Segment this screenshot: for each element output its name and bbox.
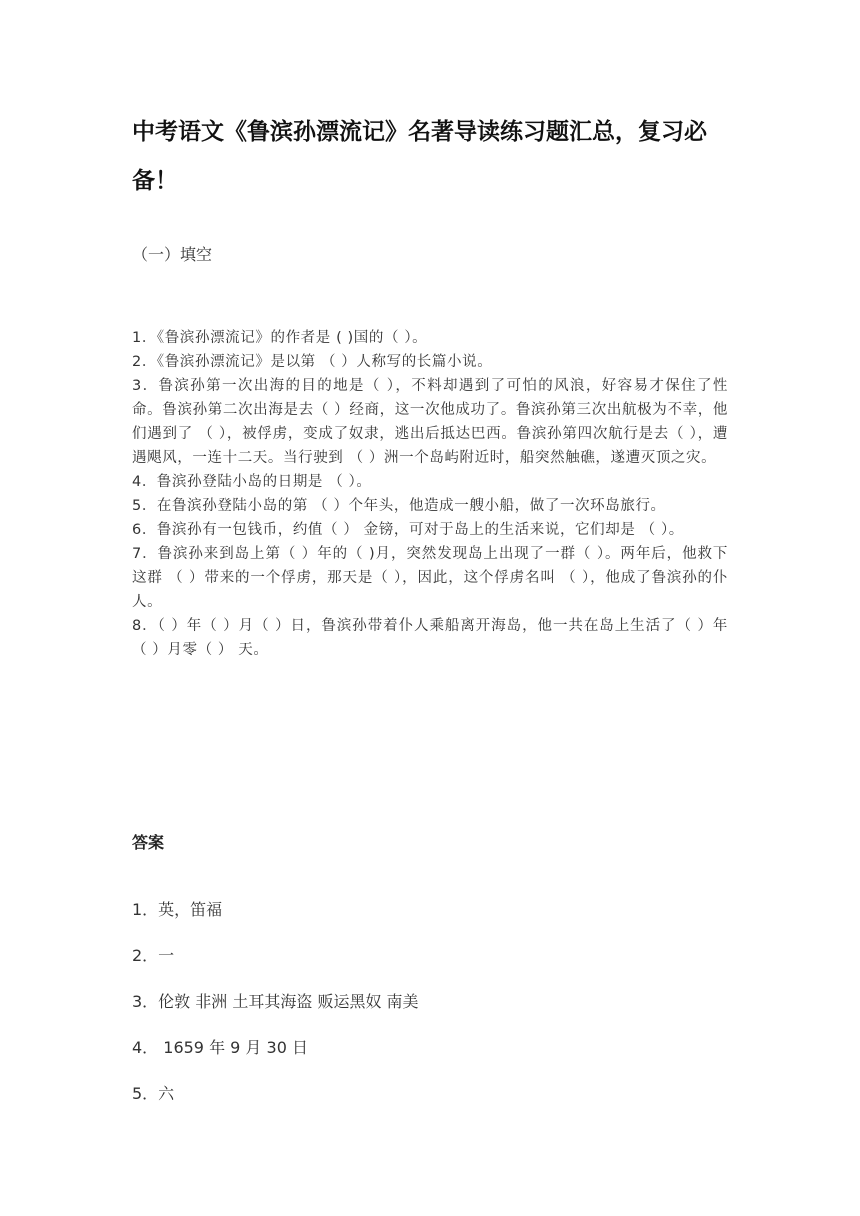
question-item: 3．鲁滨孙第一次出海的目的地是（ ），不料却遇到了可怕的风浪，好容易才保住了性命。鲁滨孙第二次出海是去（ ）经商，这一次他成功了。鲁滨孙第三次出航极为不幸，他们遇到了 （ ），被俘虏，变成了奴隶，逃出后抵达巴西。鲁滨孙第四次航行是去（ ），遭遇飓风，一连十二天。当行驶到 （ ）洲一个岛屿附近时，船突然触礁，遂遭灭顶之灾。 bbox=[132, 378, 728, 466]
question-item: 5．在鲁滨孙登陆小岛的第 （ ）个年头，他造成一艘小船，做了一次环岛旅行。 bbox=[132, 498, 666, 514]
question-item: 4．鲁滨孙登陆小岛的日期是 （ ）。 bbox=[132, 474, 372, 490]
question-item: 1．《鲁滨孙漂流记》的作者是 ( )国的（ ）。 bbox=[132, 330, 428, 346]
answer-heading: 答案 bbox=[132, 833, 165, 852]
section-heading: （一）填空 bbox=[132, 245, 213, 264]
question-item: 6．鲁滨孙有一包钱币，约值（ ） 金镑，可对于岛上的生活来说，它们却是 （ ）。 bbox=[132, 522, 684, 538]
question-item: 2．《鲁滨孙漂流记》是以第 （ ）人称写的长篇小说。 bbox=[132, 354, 493, 370]
answer-item: 2．一 bbox=[132, 946, 175, 965]
page-title: 中考语文《鲁滨孙漂流记》名著导读练习题汇总，复习必备！ bbox=[132, 119, 707, 194]
question-item: 8．（ ）年（ ）月（ ）日，鲁滨孙带着仆人乘船离开海岛，他一共在岛上生活了（ ）年（ ）月零（ ） 天。 bbox=[132, 618, 728, 658]
answer-item: 1．英，笛福 bbox=[132, 900, 223, 919]
question-list bbox=[132, 326, 728, 662]
answer-list bbox=[132, 896, 728, 1126]
answer-item: 3．伦敦 非洲 土耳其海盗 贩运黑奴 南美 bbox=[132, 992, 419, 1011]
question-item: 7．鲁滨孙来到岛上第（ ）年的（ )月，突然发现岛上出现了一群（ ）。两年后，他救下这群 （ ）带来的一个俘虏，那天是（ ），因此，这个俘虏名叫 （ ），他成了鲁滨孙的仆人。 bbox=[132, 546, 728, 610]
answer-item: 4． 1659 年 9 月 30 日 bbox=[132, 1038, 308, 1057]
answer-item: 5．六 bbox=[132, 1084, 175, 1103]
